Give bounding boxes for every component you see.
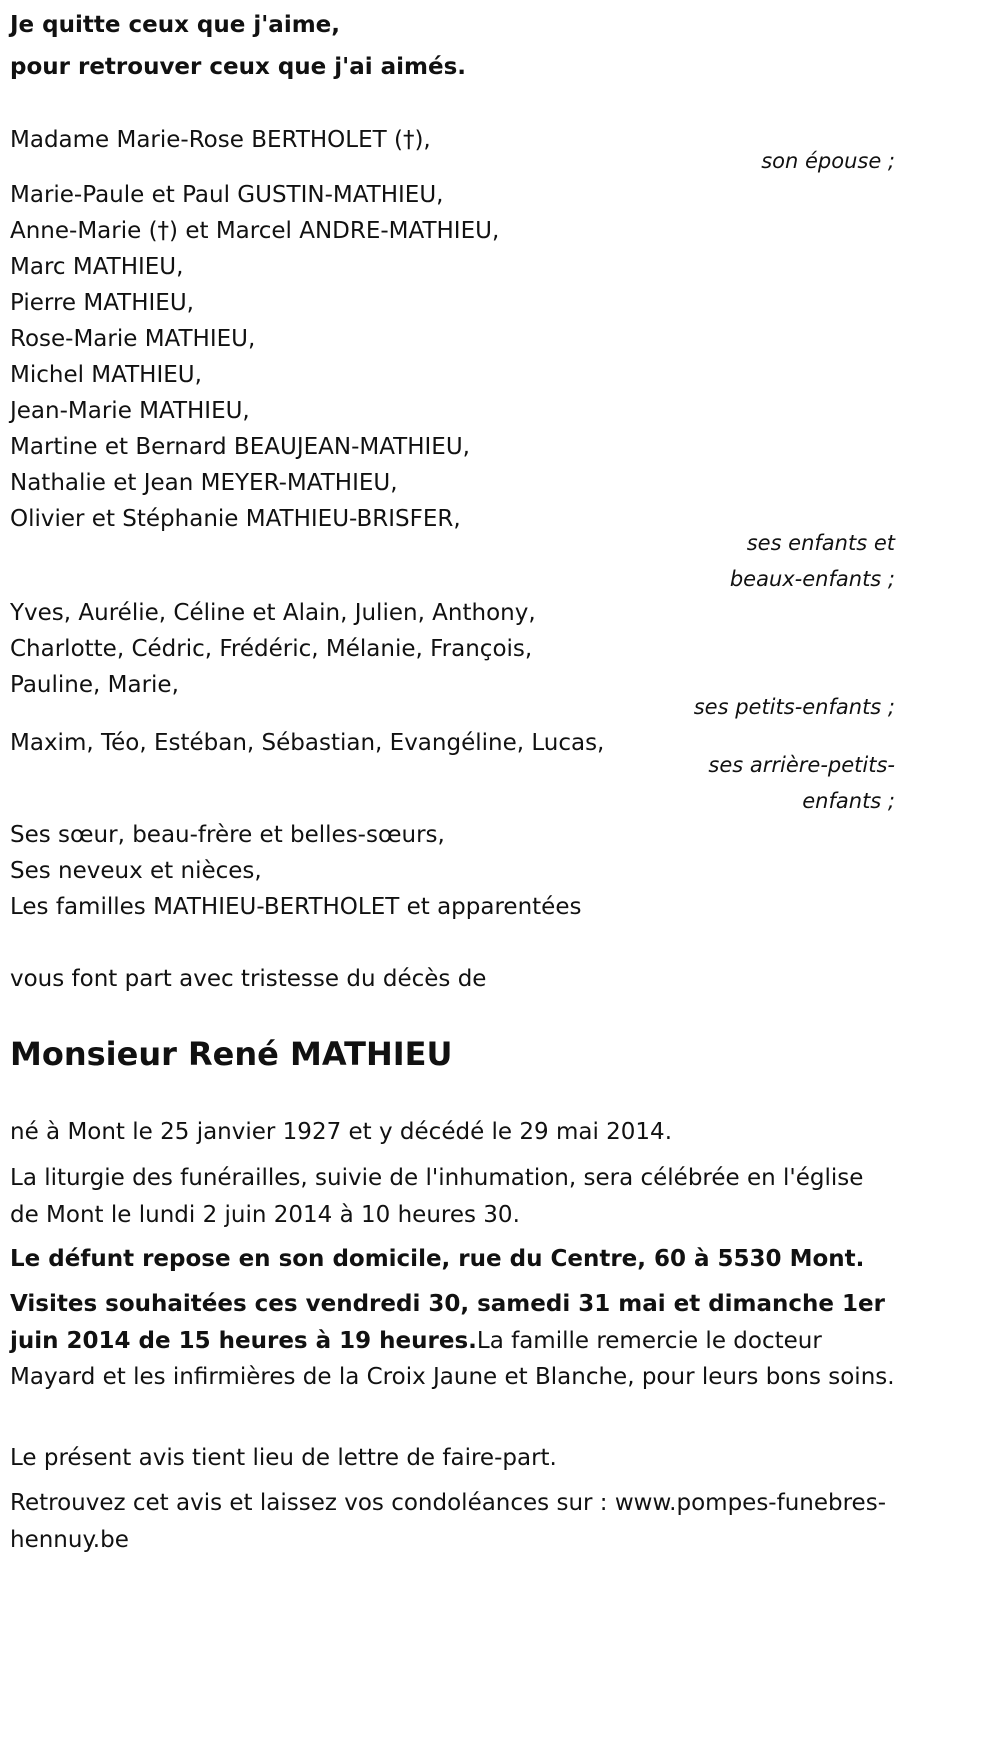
deceased-name: Monsieur René MATHIEU [10,1035,453,1073]
spouse-role: son épouse ; [761,149,895,173]
child-name: Nathalie et Jean MEYER-MATHIEU, [10,470,398,496]
child-name: Olivier et Stéphanie MATHIEU-BRISFER, [10,506,461,532]
grandchildren-names: Pauline, Marie, [10,672,179,698]
grandchildren-role: ses petits-enfants ; [693,695,895,719]
announcement-text: vous font part avec tristesse du décès de [10,966,487,992]
child-name: Anne-Marie (†) et Marcel ANDRE-MATHIEU, [10,218,500,244]
great-grandchildren-role-line-2: enfants ; [802,789,895,813]
child-name: Martine et Bernard BEAUJEAN-MATHIEU, [10,434,470,460]
epigraph-line-2: pour retrouver ceux que j'ai aimés. [10,54,467,80]
other-relatives-line: Ses sœur, beau-frère et belles-sœurs, [10,822,445,848]
other-relatives-line: Ses neveux et nièces, [10,858,262,884]
notice-text: Le présent avis tient lieu de lettre de faire-part. [10,1445,557,1471]
grandchildren-names: Charlotte, Cédric, Frédéric, Mélanie, François, [10,636,533,662]
visits-paragraph [10,1286,895,1396]
child-name: Rose-Marie MATHIEU, [10,326,256,352]
condolences-text: Retrouvez cet avis et laissez vos condoléances sur : www.pompes-funebres-hennuy.be [10,1490,886,1553]
thanks-text: La famille remercie le docteur Mayard et les infirmières de la Croix Jaune et Blanche, pour leurs bons soins. [10,1327,895,1390]
other-relatives-line: Les familles MATHIEU-BERTHOLET et apparentées [10,894,582,920]
child-name: Pierre MATHIEU, [10,290,194,316]
child-name: Marie-Paule et Paul GUSTIN-MATHIEU, [10,182,444,208]
funeral-text: La liturgie des funérailles, suivie de l'inhumation, sera célébrée en l'église de Mont le lundi 2 juin 2014 à 10 heures 30. [10,1165,864,1228]
epigraph-line-1: Je quitte ceux que j'aime, [10,12,341,38]
children-role-line-2: beaux-enfants ; [729,567,895,591]
children-role-line-1: ses enfants et [746,531,895,555]
child-name: Michel MATHIEU, [10,362,202,388]
grandchildren-names: Yves, Aurélie, Céline et Alain, Julien, Anthony, [10,600,536,626]
child-name: Marc MATHIEU, [10,254,184,280]
spouse-name: Madame Marie-Rose BERTHOLET (†), [10,127,431,153]
child-name: Jean-Marie MATHIEU, [10,398,250,424]
birth-death-text: né à Mont le 25 janvier 1927 et y décédé le 29 mai 2014. [10,1119,673,1145]
great-grandchildren-role-line-1: ses arrière-petits- [708,753,895,777]
repose-text: Le défunt repose en son domicile, rue du Centre, 60 à 5530 Mont. [10,1246,865,1272]
great-grandchildren-names: Maxim, Téo, Estéban, Sébastian, Evangéline, Lucas, [10,730,605,756]
visits-text: Visites souhaitées ces vendredi 30, samedi 31 mai et dimanche 1er juin 2014 de 15 heures à 19 heures. [10,1291,885,1354]
